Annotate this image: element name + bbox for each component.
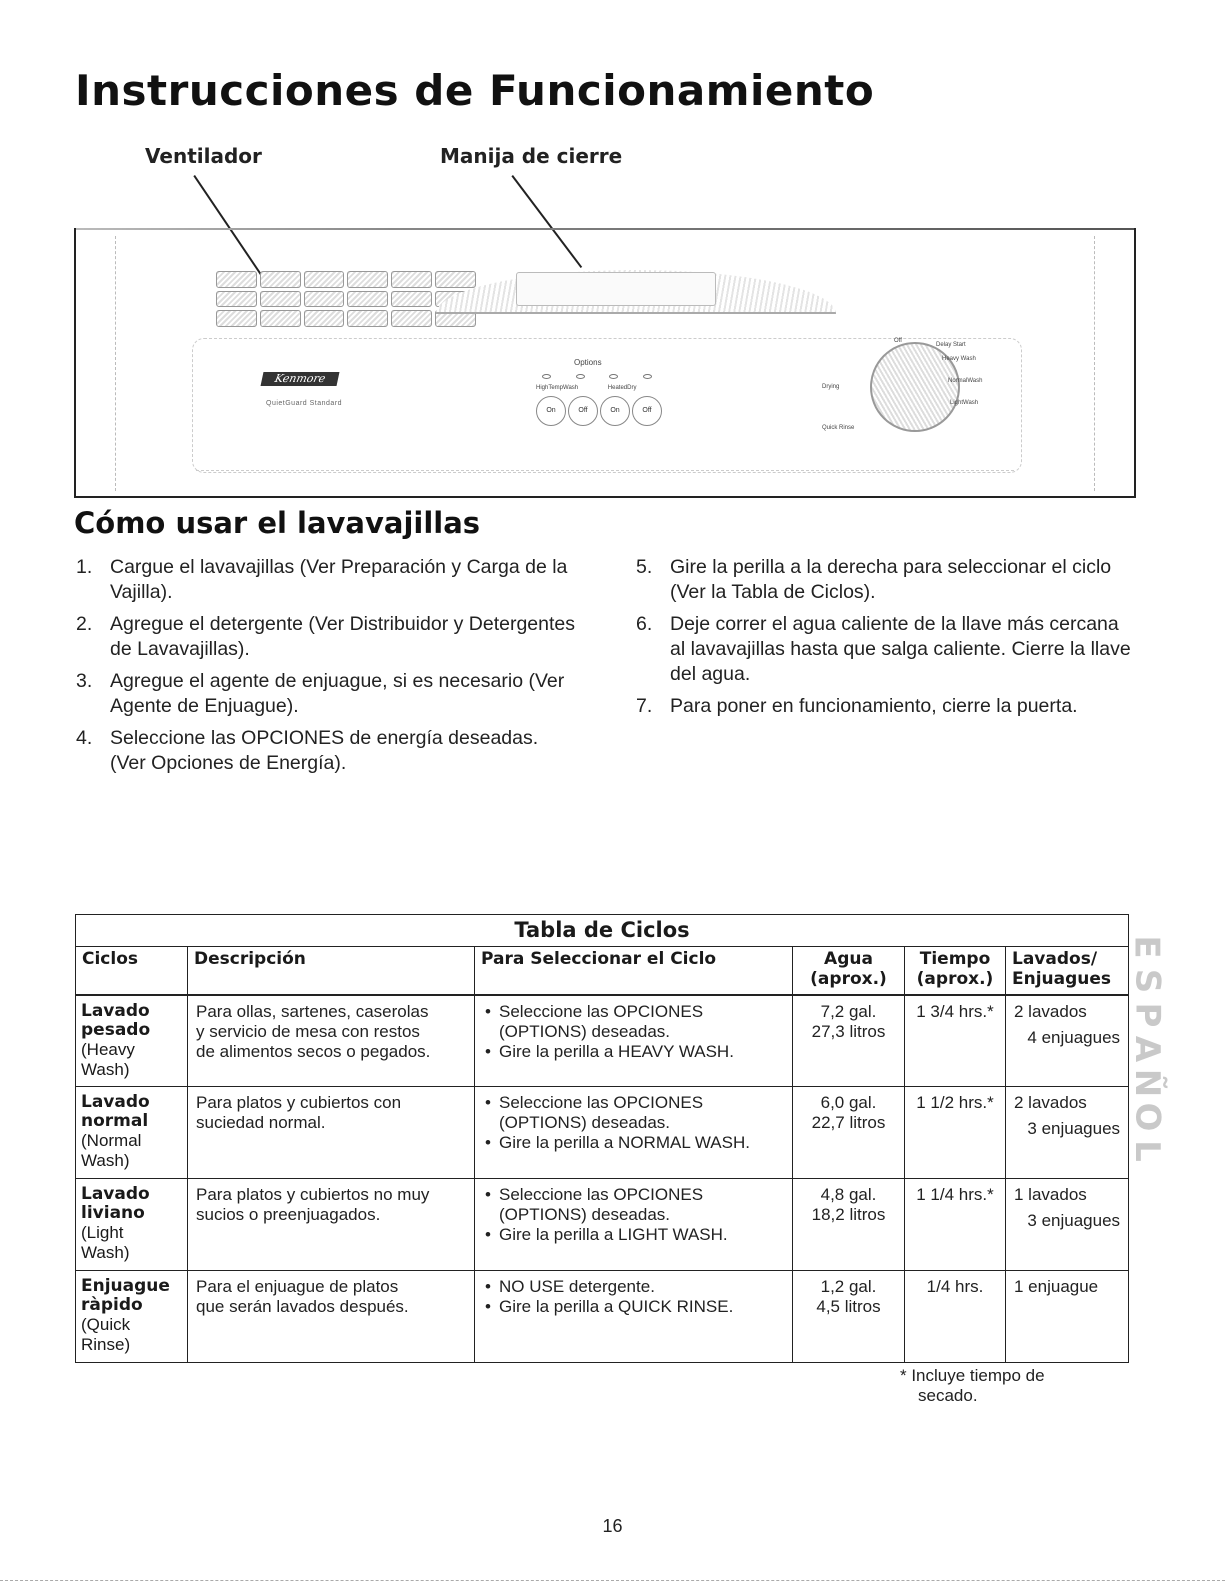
cycle-description: Para ollas, sartenes, caserolas y servicio de mesa con restos de alimentos secos o pegados. xyxy=(188,995,475,1087)
page-bottom-edge xyxy=(0,1580,1225,1581)
cycle-select: • Seleccione las OPCIONES (OPTIONS) deseadas. • Gire la perilla a NORMAL WASH. xyxy=(475,1087,793,1179)
dial-label-drying: Drying xyxy=(822,384,840,390)
option-button-off-1: Off xyxy=(568,396,598,426)
handle-window xyxy=(516,272,716,306)
dial-label-delay-start: Delay Start xyxy=(936,342,966,348)
header-agua: Agua (aprox.) xyxy=(793,947,905,995)
control-panel-illustration xyxy=(74,228,1136,498)
cycle-time: 1 3/4 hrs.* xyxy=(905,995,1006,1087)
option-button-off-2: Off xyxy=(632,396,662,426)
callout-manija: Manija de cierre xyxy=(440,144,623,168)
cycle-water: 1,2 gal. 4,5 litros xyxy=(793,1271,905,1363)
cycle-water: 7,2 gal. 27,3 litros xyxy=(793,995,905,1087)
cycle-select: • Seleccione las OPCIONES (OPTIONS) deseadas. • Gire la perilla a HEAVY WASH. xyxy=(475,995,793,1087)
dial-label-heavy-wash: Heavy Wash xyxy=(942,356,976,362)
panel-right-edge xyxy=(1094,236,1134,491)
kenmore-logo: Kenmore xyxy=(261,372,340,386)
header-lavados: Lavados/ Enjuagues xyxy=(1006,947,1129,995)
callout-ventilador: Ventilador xyxy=(145,144,262,168)
cycle-washes: 1 lavados 3 enjuagues xyxy=(1006,1179,1129,1271)
cycles-table xyxy=(75,914,1129,1363)
step-item: 6. Deje correr el agua caliente de la llave más cercana al lavavajillas hasta que salga caliente. Cierre la llave del agua. xyxy=(636,613,1131,685)
cycle-name: Lavado pesado (Heavy Wash) xyxy=(76,995,188,1087)
header-tiempo: Tiempo (aprox.) xyxy=(905,947,1006,995)
table-footnote: * Incluye tiempo de secado. xyxy=(900,1366,1045,1405)
cycle-water: 4,8 gal. 18,2 litros xyxy=(793,1179,905,1271)
header-seleccionar: Para Seleccionar el Ciclo xyxy=(475,947,793,995)
step-item: 1. Cargue el lavavajillas (Ver Preparación y Carga de la Vajilla). xyxy=(76,556,568,603)
page-title: Instrucciones de Funcionamiento xyxy=(75,66,875,115)
cycle-time: 1/4 hrs. xyxy=(905,1271,1006,1363)
language-side-tab: E S P A Ñ O L xyxy=(1126,935,1167,1162)
options-title: Options xyxy=(574,358,602,367)
steps-right xyxy=(636,555,1136,726)
step-item: 4. Seleccione las OPCIONES de energía deseadas. (Ver Opciones de Energía). xyxy=(76,727,539,774)
step-item: 2. Agregue el detergente (Ver Distribuidor y Detergentes de Lavavajillas). xyxy=(76,613,576,660)
section-title: Cómo usar el lavavajillas xyxy=(74,506,481,540)
cycle-water: 6,0 gal. 22,7 litros xyxy=(793,1087,905,1179)
header-descripcion: Descripción xyxy=(188,947,475,995)
dial-label-light-wash: LightWash xyxy=(950,400,979,406)
table-row xyxy=(76,1179,1129,1271)
cycle-washes: 2 lavados 3 enjuagues xyxy=(1006,1087,1129,1179)
dial-label-quick-rinse: Quick Rinse xyxy=(822,425,855,431)
table-row xyxy=(76,995,1129,1087)
cycle-name: Enjuague ràpido (Quick Rinse) xyxy=(76,1271,188,1363)
page-number: 16 xyxy=(602,1516,623,1536)
options-buttons xyxy=(536,396,662,426)
cycle-time: 1 1/4 hrs.* xyxy=(905,1179,1006,1271)
cycle-name: Lavado normal (Normal Wash) xyxy=(76,1087,188,1179)
brand-subtitle: QuietGuard Standard xyxy=(266,400,343,407)
cycle-select: • Seleccione las OPCIONES (OPTIONS) deseadas. • Gire la perilla a LIGHT WASH. xyxy=(475,1179,793,1271)
vent-grille xyxy=(216,271,476,327)
option-button-on-2: On xyxy=(600,396,630,426)
dial-label-normal-wash: NormalWash xyxy=(948,378,983,384)
cycle-name: Lavado liviano (Light Wash) xyxy=(76,1179,188,1271)
cycle-select: • NO USE detergente. • Gire la perilla a QUICK RINSE. xyxy=(475,1271,793,1363)
options-leds xyxy=(542,374,652,379)
table-row xyxy=(76,1087,1129,1179)
cycle-description: Para platos y cubiertos con suciedad normal. xyxy=(188,1087,475,1179)
option-button-on-1: On xyxy=(536,396,566,426)
table-title: Tabla de Ciclos xyxy=(76,915,1129,947)
dial-label-off: Off xyxy=(894,338,902,344)
cycle-description: Para platos y cubiertos no muy sucios o preenjuagados. xyxy=(188,1179,475,1271)
step-item: 5. Gire la perilla a la derecha para seleccionar el ciclo (Ver la Tabla de Ciclos). xyxy=(636,556,1112,603)
cycle-description: Para el enjuague de platos que serán lavados después. xyxy=(188,1271,475,1363)
table-row xyxy=(76,1271,1129,1363)
cycle-washes: 1 enjuague xyxy=(1006,1271,1129,1363)
panel-bottom-line xyxy=(196,470,1014,471)
panel-left-edge xyxy=(76,236,116,491)
step-item: 3. Agregue el agente de enjuague, si es necesario (Ver Agente de Enjuague). xyxy=(76,670,565,717)
steps-left xyxy=(76,555,576,783)
cycle-washes: 2 lavados 4 enjuagues xyxy=(1006,995,1129,1087)
header-ciclos: Ciclos xyxy=(76,947,188,995)
options-labels: HighTempWash HeatedDry xyxy=(536,385,637,391)
step-item: 7. Para poner en funcionamiento, cierre la puerta. xyxy=(636,695,1078,717)
cycle-time: 1 1/2 hrs.* xyxy=(905,1087,1006,1179)
